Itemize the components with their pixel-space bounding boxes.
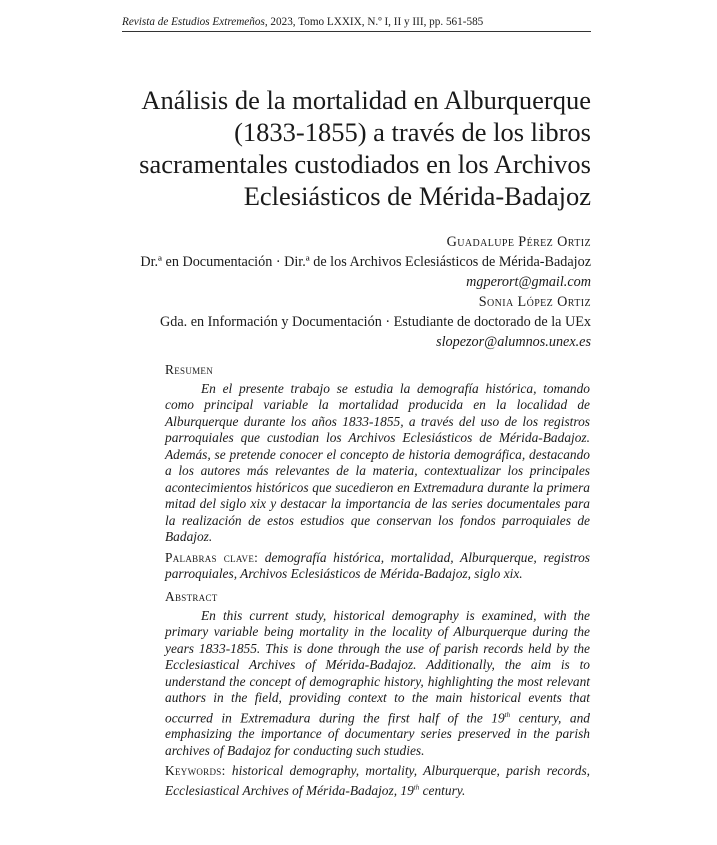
abstract-keywords: Keywords: historical demography, mortality, Alburquerque, parish records, Ecclesiastical Archives of Mérida-Badajoz, 19th century. xyxy=(165,763,590,799)
article-title xyxy=(130,84,591,212)
keywords-text: historical demography, mortality, Alburquerque, parish records, Ecclesiastical Archives of Mérida-Badajoz, 19th century. xyxy=(165,763,590,799)
resumen-heading: Resumen xyxy=(165,362,214,377)
keywords-text: demografía histórica, mortalidad, Alburquerque, registros parroquiales, Archivos Eclesiásticos de Mérida-Badajoz, siglo xix. xyxy=(165,549,590,581)
resumen-text: En el presente trabajo se estudia la demografía histórica, tomando como principal variable la mortalidad producida en la localidad de Alburquerque durante los años 1833-1855, a través del uso de los registros parroquiales que custodian los Archivos Eclesiásticos de Mérida-Badajoz. Además, se pretende conocer el concepto de historia demográfica, destacando a los autores más relevantes de la materia, contextualizar los principales acontecimientos históricos que sucedieron en Extremadura durante la primera mitad del siglo xix y destacar la importancia de las series documentales para la realización de estos estudios que conservan los fondos parroquiales de Badajoz. xyxy=(165,380,590,544)
author-email[interactable]: mgperort@gmail.com xyxy=(466,274,591,290)
title-line: Eclesiásticos de Mérida-Badajoz xyxy=(243,181,591,211)
author-name: Sonia López Ortiz xyxy=(478,294,591,310)
running-head xyxy=(122,16,591,32)
author-email[interactable]: slopezor@alumnos.unex.es xyxy=(436,334,591,350)
author-affiliation: Dr.ª en Documentación · Dir.ª de los Archivos Eclesiásticos de Mérida-Badajoz xyxy=(140,254,591,270)
author-name: Guadalupe Pérez Ortiz xyxy=(446,234,591,250)
author-2 xyxy=(100,292,591,352)
keywords-label: Keywords xyxy=(165,763,222,779)
title-line: (1833-1855) a través de los libros xyxy=(234,117,591,147)
issue-info: , 2023, Tomo LXXIX, N.º I, II y III, pp. 561-585 xyxy=(264,16,484,28)
keywords-label: Palabras clave xyxy=(165,549,255,565)
author-affiliation: Gda. en Información y Documentación · Estudiante de doctorado de la UEx xyxy=(160,314,591,330)
abstract-text: En this current study, historical demography is examined, with the primary variable being mortality in the locality of Alburquerque during the years 1833-1855. This is done through the use of parish records held by the Ecclesiastical Archives of Mérida-Badajoz. Additionally, the aim is to understand the concept of demographic history, highlighting the most relevant authors in the field, providing context to the main historical events that occurred in Extremadura during the first half of the 19th century, and emphasizing the importance of documentary series preserved in the parish archives of Badajoz for conducting such studies. xyxy=(165,607,590,758)
author-1 xyxy=(100,232,591,292)
resumen-section xyxy=(165,362,590,583)
abstract-heading: Abstract xyxy=(165,589,218,604)
title-line: Análisis de la mortalidad en Alburquerque xyxy=(141,85,591,115)
title-line: sacramentales custodiados en los Archivos xyxy=(139,149,591,179)
resumen-keywords: Palabras clave: demografía histórica, mortalidad, Alburquerque, registros parroquiales, Archivos Eclesiásticos de Mérida-Badajoz, siglo xix. xyxy=(165,549,590,581)
abstract-section xyxy=(165,589,590,800)
journal-name: Revista de Estudios Extremeños xyxy=(122,16,265,28)
